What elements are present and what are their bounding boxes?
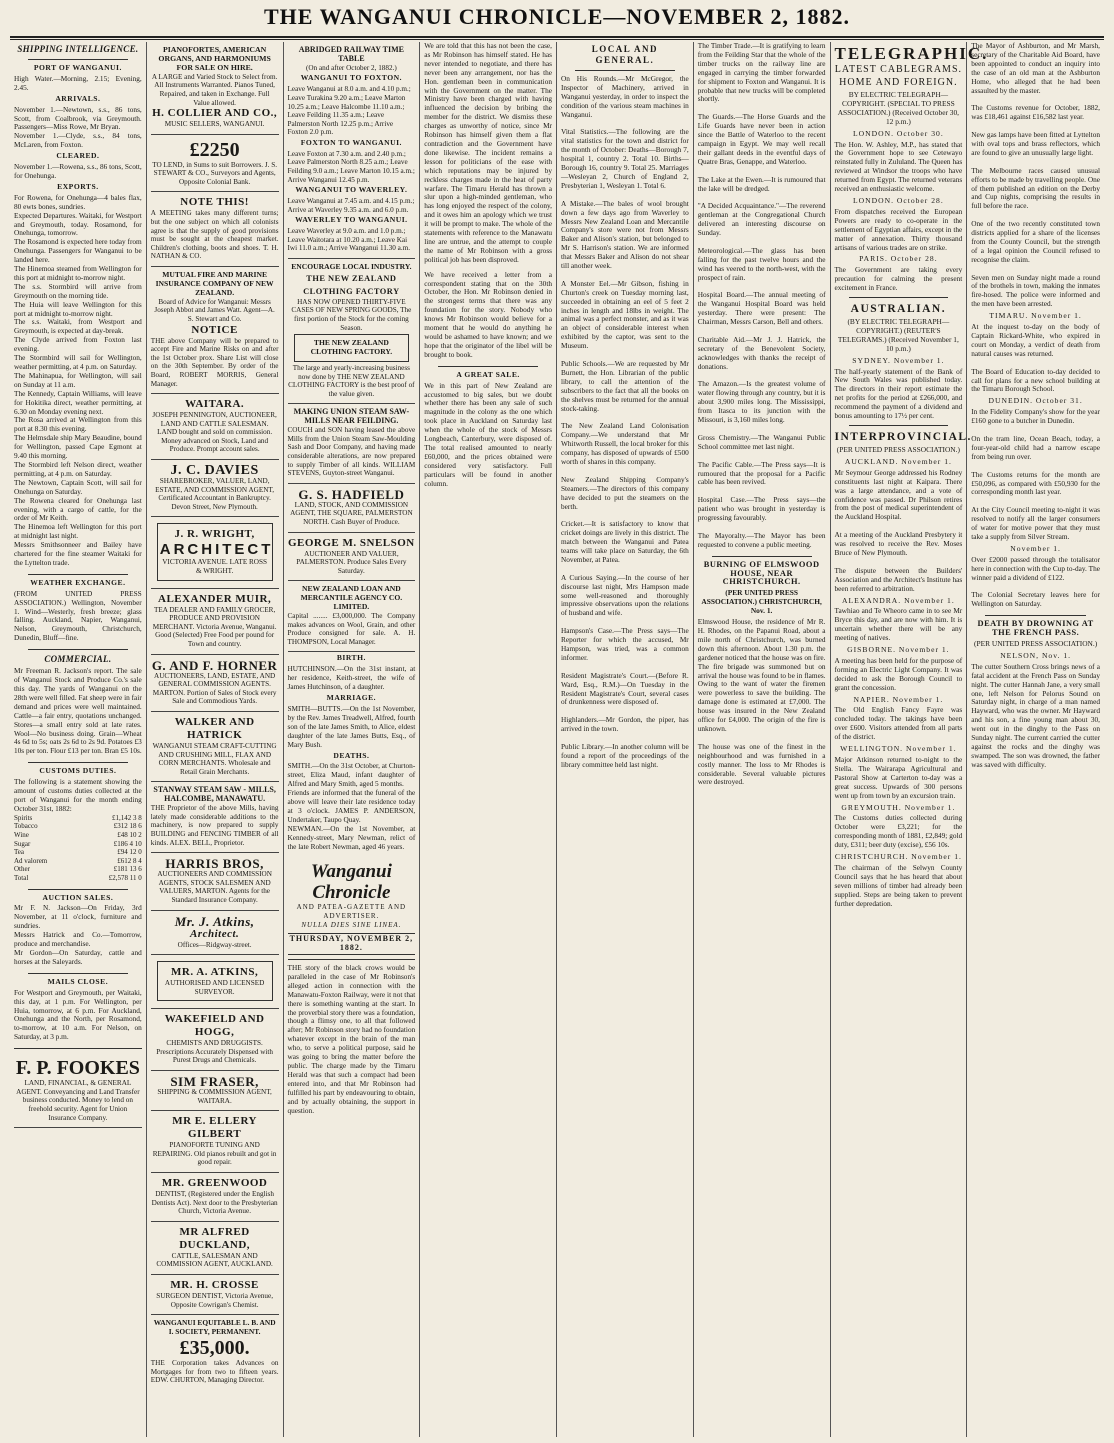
divider (28, 574, 128, 575)
dateline-wellington: WELLINGTON. November 1. (840, 744, 957, 754)
ad-title: G. S. HADFIELD (298, 486, 405, 502)
dateline-dunedin: DUNEDIN. October 31. (988, 396, 1083, 406)
column-3 (284, 42, 421, 1437)
leader-continued-2: We have received a letter from a correspondent stating that on the 30th October, the Hon. Mr Robinson denied in the strongest terms that there was any foundation for the story. Nobody who knows Mr Robinson would believe for a moment that he would do anything he would be ashamed to have known; and we hope that the originator of the libel will be brought to book. (424, 269, 552, 359)
newspaper-title: THE WANGANUI CHRONICLE—NOVEMBER 2, 1882. (264, 4, 850, 29)
ad-title: HARRIS BROS, (165, 856, 264, 872)
ad-text: LAND, FINANCIAL, & GENERAL AGENT. Conveyancing and Land Transfer business conducted. Money to lend on freehold security. Agent for Union Insurance Company. (16, 1079, 140, 1122)
dunedin-text: In the Fidelity Company's show for the year £160 gone to a butcher in Dunedin. On the tram line, Ocean Beach, today, a four-year-old child had a narrow escape from being run over. The Customs returns for the month are £50,096, as compared with £50,930 for the corresponding month last year. At the City Council meeting to-night it was resolved to notify all the larger consumers of water for motive power that they must take a supply from Silver Stream. (971, 407, 1100, 541)
customs-item: Total (14, 873, 29, 882)
telegraph-items: The Mayor of Ashburton, and Mr Marsh, secretary of the Charitable Aid Board, have been appointed to conduct an inquiry into the case of an old man at the Ashburton Home, who alleged that he had been assaulted by the master. The Customs revenue for October, 1882, was £18,461 against £16,582 last year. New gas lamps have been fitted at Lyttelton with oval tops and brass reflectors, which are found to give an unusually large light. The Melbourne races caused unusual efforts to be made by travelling people. One of them published an edition on the Derby and Cup nights, comprising the results in full before the race. One of the two recently constituted town districts applied for a share of the licenses from the County Council, but the strength of a legal opinion the Council refused to recognise the claim. Seven men on Sunday night made a round of the brothels in town, making the inmates fire-hosed. The police were informed and the men have been arrested. (971, 41, 1100, 309)
wellington-text: Major Atkinson returned to-night to the Stella. The Wairarapa Agricultural and Pastoral Show at Carterton to-day was a great success. Upwards of 300 persons went up from town by an excursion train. (834, 755, 963, 800)
australian-heading: AUSTRALIAN. (850, 303, 947, 316)
advertisement-stanway (151, 782, 279, 853)
table-row (14, 831, 142, 840)
ad-architect: ARCHITECT (159, 541, 274, 559)
births-text: HUTCHINSON.—On the 31st instant, at her residence, Keith-street, the wife of James Hutchinson, of a daughter. (287, 664, 416, 692)
ad-box: THE NEW ZEALAND CLOTHING FACTORY. (294, 334, 410, 362)
divider (14, 1048, 142, 1049)
ad-title: J. R. WRIGHT, (174, 528, 255, 541)
deaths-heading: DEATHS. (333, 750, 370, 760)
ad-title: MUTUAL FIRE AND MARINE INSURANCE COMPANY OF NEW ZEALAND. (155, 270, 274, 297)
ad-text: THE above Company will be prepared to accept Fire and Marine Risks on and after the 1st October prox. Share List will close on the 30th September. By order of the Board, ROBERT MORRIS, General Manager. (150, 336, 279, 388)
ad-text: Offices—Ridgway-street. (177, 940, 252, 949)
shipping-news: The Rosamond is expected here today from Onehunga. Passengers for Wanganui to be landed here. The Hinemoa steamed from Wellington for this port at midnight to-morrow night. The s.s. Stormbird will arrive from Greymouth on the morning tide. The Huia will leave Wellington for this port at midnight to-morrow night. The s.s. Waitaki, from Westport and Greymouth, is expected at day-break. The Clyde arrived from Foxton last evening. The Stormbird will sail for Wellington, weather permitting, at 4 p.m. on Saturday. The Mahinapua, for Wellington, will sail on Sunday at 11 a.m. The Kennedy, Captain Williams, will leave for Hokitika direct, weather permitting, at 6.30 on Monday evening next. The Rosa arrived at Wellington from this port at 8.30 this evening. The Helmsdale ship Mary Beaudine, bound for Wellington, passed Cape Egmont at 9.40 this morning. The Stormbird left Nelson direct, weather permitting, at 4 p.m. on Saturday. The Newtown, Captain Scott, will sail for Onehunga on Saturday. The Rowena cleared for Onehunga last evening, with a cargo of cattle, for the order of Mr Keith. The Hinemoa left Wellington for this port at midnight last night. Messrs Smithsonneer and Bailey have chartered for the fine steamer Waitaki for the Lyttelton trade. (14, 237, 142, 567)
advertisement-walker (151, 712, 279, 782)
news-items: The Timber Trade.—It is gratifying to learn from the Feilding Star that the whole of the timber trucks on the railway line are engaged in carrying the timber forwarded for shipment to Foxton and Wanganui. It is probable that new trucks will be completed shortly. The Guards.—The Horse Guards and the Life Guards have never been in action since the Battle of Waterloo to the recent campaign in Egypt. We may well recall their gallant deeds in the eventful days of Quatre Bras, Genappe, and Waterloo. The Lake at the Ewen.—It is rumoured that the lake will be dredged. "A Decided Acquaintance."—The reverend gentleman at the Congregational Church delivered an interesting discourse on Sunday. Meteorological.—The glass has been falling for the past twelve hours and the wind has veered to the north-west, with the prospect of rain. Hospital Board.—The annual meeting of the Wanganui Hospital Board was held yesterday. There were present: The Chairman, Messrs Carson, Bell and others. Charitable Aid.—Mr J. J. Hatrick, the secretary of the Benevolent Society, acknowledges with thanks the receipt of donations. The Amazon.—Is the greatest volume of water flowing through any country, but it is about 3,900 miles long. The Mississippi, from Itasca to its junction with the Missouri, is 3,160 miles long. Gross Chemistry.—The Wanganui Public School committee met last night. The Pacific Cable.—The Press says—It is rumoured that the proposal for a Pacific cable has been revived. Hospital Case.—The Press says—the patient who was brought in yesterday is progressing favourably. The Mayoralty.—The Mayor has been requested to convene a public meeting. (697, 41, 826, 549)
dateline-auckland: AUCKLAND. November 1. (844, 456, 952, 466)
divider (28, 59, 128, 60)
ad-title: SIM FRASER, (170, 1074, 259, 1090)
customs-value: £181 13 6 (113, 865, 142, 874)
mails-text: For Westport and Greymouth, per Waitaki, this day, at 1 p.m. For Wellington, per Huia, tomorrow, at 6 p.m. For Auckland, Onehunga and the North, per Rosamond, to-morrow, at 10 a.m. For Nelson, on Saturday, at 3 p.m. (14, 987, 142, 1042)
weather-text: (FROM UNITED PRESS ASSOCIATION.) Wellington, November 1. Wind—Westerly, fresh breeze; glass falling. Auckland, Napier, Wanganui, Nelson, Greymouth, Christchurch, Dunedin, Bluff—fine. (14, 588, 142, 643)
customs-value: £2,578 11 0 (108, 873, 142, 882)
interprovincial-note: (PER UNITED PRESS ASSOCIATION.) (836, 445, 960, 454)
customs-item: Other (14, 865, 30, 874)
advertisement-railway (288, 42, 416, 259)
ad-title: H. COLLIER AND CO., (152, 107, 278, 120)
ad-text: COUCH and SON having leased the above Mills from the Union Steam Saw-Moulding Sash and Door Company, and having made considerable alterations, are now prepared to supply Timber of all kinds. WILLIAM STEVENS, Guyton-street Wanganui. (287, 426, 416, 478)
local-general-heading: LOCAL AND GENERAL. (591, 44, 658, 65)
ad-subtitle: Architect. (189, 927, 240, 940)
divider (438, 366, 538, 367)
local-general-text: On His Rounds.—Mr McGregor, the Inspector of Machinery, arrived in Wanganui yesterday, in order to inspect the condition of the various steam machines in Wanganui. Vital Statistics.—The following are the vital statistics for the town and district for the month of October: Deaths—Borough 7, hospital 1, country 2. Total 10. Births—Borough 16, country 9. Total 25. Marriages—Wesleyan 2, Church of England 2, Presbyterian 1, Wesleyan 1. Total 6. A Mistake.—The bales of wool brought down a few days ago from Waverley to Messrs New Zealand Loan and Mercantile Company's store were not from Messrs Baker and Alison's station, but belonged to Mr S. Harrison's station. We are informed that Messrs Baker and Alison do not shear till another week. A Monster Eel.—Mr Gibson, fishing in Churton's creek on Tuesday morning last, succeeded in obtaining an eel of 5 feet 2 inches in length and 18lbs in weight. The animal was a perfect monster, and as it was an object of considerable interest when exhibited by the captor, was sent to the Museum. Public Schools.—We are requested by Mr Burnett, the Hon. Librarian of the public library, to call the attention of the subscribers to the fact that all the books on the shelves must be returned for the annual stock-taking. The New Zealand Land Colonisation Company.—We understand that Mr Whitworth Russell, the local broker for this company, has disposed of upwards of £500 worth of shares in this company. New Zealand Shipping Company's Steamers.—The directors of this company have decided to put the steamers on the berth. Cricket.—It is satisfactory to know that cricket doings are lively in this district. The match between the Wanganui and Patea teams will take place on Saturday, the 6th November, at Patea. A Curious Saying.—In the course of her discourse last night, Mrs Hampson made some well-reasoned and thoroughly impressive observations upon the relations of husband and wife. Hampson's Case.—The Press says—The Reporter for which the accused, Mr Hampson, was tried, was a common informer. Resident Magistrate's Court.—(Before R. Ward, Esq., R.M.)—On Tuesday in the Resident Magistrate's Court, several cases of drunkenness were disposed of. Highlanders.—Mr Gordon, the piper, has arrived in the town. Public Library.—In another column will be found a report of the proceedings of the library committee held last night. (561, 74, 689, 769)
customs-item: Tobacco (14, 822, 38, 831)
ad-box (157, 961, 273, 1001)
ad-amount: £35,000. (179, 1337, 250, 1359)
funeral-notice: Friends are informed that the funeral of the above will leave their late residence today at 3 o'clock. JAMES P. ANDERSON, Undertaker, Taupo Quay. (287, 788, 416, 824)
ad-title: MR. A. ATKINS, (171, 966, 259, 979)
customs-item: Sugar (14, 839, 31, 848)
customs-item: Wine (14, 830, 29, 839)
divider (28, 762, 128, 763)
ad-text: DENTIST, (Registered under the English Dentists Act). Next door to the Presbyterian Church, Victoria Avenue. (151, 1190, 278, 1216)
divider (849, 425, 949, 426)
customs-intro: The following is a statement showing the amount of customs duties collected at the port of Wanganui for the month ending October 31st, 1882: (14, 777, 142, 813)
ad-text: AUCTIONEERS, LAND, ESTATE, AND GENERAL COMMISSION AGENTS. MARTON. Portion of Sales of Stock every Sale and Commodious Yards. (152, 671, 277, 706)
auction-heading: AUCTION SALES. (42, 892, 114, 902)
ad-text: WANGANUI STEAM CRAFT-CUTTING AND CRUSHING MILL, FLAX AND CORN MERCHANTS. Wholesale and Retail Grain Merchants. (152, 741, 277, 776)
divider (849, 297, 949, 298)
drowning-text: The cutter Southern Cross brings news of a fatal accident at the French Pass on Sunday night. The cutter Hannah Jane, a very small one, left Nelson for Pelorus Sound on Saturday night, in charge of a man named Hayward, who was the owner. Mr Hayward and his son, a fine young man about 30, went out in the dinghy to the Pass on Sunday night. The current carried the cutter against the rocks and the dinghy was swamped. The son was drowned, the father was saved with difficulty. (971, 661, 1100, 769)
ad-title: ABRIDGED RAILWAY TIME TABLE (298, 45, 404, 63)
customs-table (14, 814, 142, 883)
deaths-text: SMITH.—On the 31st October, at Churton-street, Eliza Maud, infant daughter of Alfred and Mary Smith, aged 5 months. (287, 761, 416, 789)
paper-masthead (288, 855, 416, 960)
route-heading: FOXTON TO WANGANUI. (300, 137, 402, 147)
advertisement-pennington (151, 394, 279, 460)
timetable-text: Leave Wanganui at 7.45 a.m. and 4.15 p.m.; Arrive at Waverley 9.35 a.m. and 6.0 p.m. (287, 197, 415, 214)
ad-title: J. C. DAVIES (170, 463, 259, 479)
mails-heading: MAILS CLOSE. (47, 976, 109, 986)
paris-text: The Government are taking every precaution for calming the present excitement in France. (834, 265, 963, 293)
advertisement-crosse (151, 1275, 279, 1315)
ad-title: WANGANUI EQUITABLE L. B. AND I. SOCIETY, PERMANENT. (153, 1318, 276, 1337)
marriage-heading: MARRIAGE. (326, 693, 377, 703)
high-water: High Water.—Morning, 2.15; Evening, 2.45. (14, 73, 142, 92)
fire-heading: BURNING OF ELMSWOOD HOUSE, NEAR CHRISTCHURCH. (703, 559, 820, 587)
column-6 (694, 42, 831, 1437)
commercial-text: Mr Freeman R. Jackson's report. The sale of Wanganui Stock and Produce Co.'s sale this day. The yards of Wanganui on the 28th were well filled. Fat sheep were in fair demand and prices were well maintained. Cattle—a fair entry, quotations unchanged. Stores—a small entry sold at late rates. Wool—No business doing. Grain—Wheat 4s 6d to 5s; oats 2s 6d to 2s 9d. Potatoes £3 10s per ton. Flour £13 per ton. Bran £5 10s. (14, 666, 142, 756)
ad-title: STANWAY STEAM SAW - MILLS, HALCOMBE, MANAWATU. (153, 785, 276, 804)
drowning-heading: DEATH BY DROWNING AT THE FRENCH PASS. (977, 619, 1094, 638)
arrivals-text: November 1.—Newtown, s.s., 86 tons, Scott, from Coalbrook, via Greymouth. Passengers—Miss Rowe, Mr Bryan. November 1.—Clyde, s.s., 84 tons, McLaren, from Foxton. (14, 104, 142, 150)
ad-title: MR ALFRED DUCKLAND, (179, 1225, 251, 1251)
ad-title: MR. H. CROSSE (170, 1279, 259, 1291)
port-heading: PORT OF WANGANUI. (33, 63, 122, 72)
advertisement-greenwood (151, 1173, 279, 1222)
dateline-greymouth: GREYMOUTH. November 1. (841, 802, 956, 812)
advertisement-gilbert (151, 1111, 279, 1173)
advertisement-sawmills (288, 404, 416, 483)
leader-text: THE story of the black crows would be paralleled in the case of Mr Robinson's alleged action in connection with the Manawatu-Foxton Railway, were it not that there is something wanting at the start. In the proverbial story there was a foundation, though a flimsy one, to all that followed after; Mr Robinson story had no foundation whatever except in the brain of the man who, to serve a political purpose, said he was going to bring the matter before the public. The charge made by the Timaru Herald was that such a compact had been entered into, and that Mr Robinson had fulfilled his part by endeavouring to obtain, and by actually obtaining, the support in question. (287, 963, 416, 1115)
dateline-alexandra: ALEXANDRA. November 1. (842, 595, 955, 605)
masthead (0, 0, 1114, 38)
column-1 (10, 42, 147, 1437)
alexandra-text: Tawhiao and Te Wheoro came in to see Mr Bryce this day, and are now with him. It is uncertain whether there will be any meeting of natives. (834, 606, 963, 643)
births-heading: BIRTH. (336, 653, 366, 663)
dunedin-text-2: Over £2000 passed through the totalisator here in connection with the Cup to-day. The winner paid a dividend of £122. The Colonial Secretary leaves here for Wellington on Saturday. (971, 554, 1100, 609)
ad-text: AUCTIONEER AND VALUER, PALMERSTON. Produce Sales Every Saturday. (296, 549, 407, 575)
ad-title: Mr. J. Atkins, (174, 913, 255, 929)
dateline-london: LONDON. October 28. (853, 195, 944, 205)
second-leader-text: We in this part of New Zealand are accustomed to big sales, but we doubt whether there has been any sale of such magnitude in the colony as the one which took place in Auckland on Saturday last when the whole of the stock of Messrs Longbeach, Canterbury, were disposed of. The total realised amounted to nearly £60,000, and the prices obtained were considered very satisfactory. Full particulars will be found in another column. (424, 380, 552, 488)
table-row (14, 840, 142, 849)
customs-value: £1,142 3 8 (112, 813, 142, 822)
column-2 (147, 42, 284, 1437)
advertisement-muir (151, 589, 279, 655)
ad-text: SHIPPING & COMMISSION AGENT, WAITARA. (157, 1088, 272, 1105)
newspaper-page (10, 42, 1104, 1437)
ad-title: NOTICE (191, 323, 238, 336)
arrivals-heading: ARRIVALS. (55, 93, 101, 103)
advertisement-loan (151, 135, 279, 193)
telegraphic-heading: TELEGRAPHIC. (834, 44, 989, 63)
advertisement-atkins-surveyor (151, 955, 279, 1009)
dateline-dunedin-2: November 1. (1010, 543, 1061, 553)
paper-subtitle: AND PATEA-GAZETTE AND ADVERTISER. (296, 903, 407, 921)
ad-text: HAS NOW OPENED THIRTY-FIVE CASES OF NEW SPRING GOODS, The first portion of the Stock for the coming Season. (291, 297, 412, 332)
ad-text: SHAREBROKER, VALUER, LAND, ESTATE, AND COMMISSION AGENT, Certificated Accountant in Bankruptcy. Devon Street, New Plymouth. (155, 477, 275, 511)
shipping-heading: SHIPPING INTELLIGENCE. (17, 44, 139, 54)
ad-text: TO LEND, in Sums to suit Borrowers. J. S. STEWART & CO., Surveyors and Agents, Opposite Colonial Bank. (152, 160, 278, 186)
napier-text: The Old English Fancy Fayre was concluded today. The takings have been over £600. Visitors attended from all parts of the district. (834, 705, 963, 742)
ad-text: JOSEPH PENNINGTON, AUCTIONEER, LAND AND CATTLE SALESMAN. LAND bought and sold on commission. Money advanced on Stock, Land and Produce. Prompt account sales. (152, 411, 277, 454)
second-leader-heading: A GREAT SALE. (456, 369, 520, 379)
ad-title: WAITARA. (185, 398, 245, 411)
expected-departures: Expected Departures. Waitaki, for Westport and Greymouth, today. Rosamond, for Onehunga, tomorrow. (14, 210, 142, 238)
dateline-london: LONDON. October 30. (853, 128, 944, 138)
advertisement-horner (151, 655, 279, 712)
masthead-rule (10, 36, 1104, 40)
auction-text: Mr F. N. Jackson—On Friday, 3rd November, at 11 o'clock, furniture and sundries. Messrs Hatrick and Co.—Tomorrow, produce and merchandise. Mr Gordon—On Saturday, cattle and horses at the Saleyards. (14, 903, 142, 966)
column-5 (557, 42, 694, 1437)
customs-value: £48 10 2 (117, 830, 142, 839)
table-row (14, 848, 142, 857)
table-row (14, 822, 142, 831)
ad-title: WALKER AND HATRICK (174, 715, 255, 741)
ad-text: CATTLE, SALESMAN AND COMMISSION AGENT, AUCKLAND. (156, 1251, 273, 1269)
ad-text: Capital ........ £3,000,000. The Company makes advances on Wool, Grain, and other Produce consigned for sale. A. H. THOMPSON, Local Manager. (287, 612, 416, 646)
advertisement-pianofortes (151, 42, 279, 135)
route-heading: WANGANUI TO FOXTON. (300, 73, 403, 83)
commercial-heading: COMMERCIAL. (44, 654, 112, 665)
dateline-christchurch: CHRISTCHURCH. November 1. (834, 852, 962, 862)
ad-text: VICTORIA AVENUE. LATE ROSS & WRIGHT. (162, 558, 267, 576)
advertisement-snelson (288, 533, 416, 582)
exports-heading: EXPORTS. (57, 181, 99, 191)
table-row (14, 814, 142, 823)
ad-text: The large and yearly-increasing business now done by THE NEW ZEALAND CLOTHING FACTORY is the best proof of the value given. (288, 364, 415, 398)
ad-title: MR E. ELLERY GILBERT (172, 1115, 257, 1141)
auckland-text: Mr Seymour George addressed his Rodney constituents last night at Kaipara. There was a large attendance, and a vote of confidence was passed. Dr Philson retires from the post of medical superintendent of the Auckland Hospital. At a meeting of the Auckland Presbytery it was resolved to receive the Rev. Moses Bruce of New Plymouth. The dispute between the Builders' Association and the Architect's Institute has been referred to arbitration. (834, 467, 963, 593)
london-text: From dispatches received the European Powers are ready to co-operate in the settlement of Egyptian affairs, except in the matter of annexation. Thirty thousand artisans of various trades are on strike. (834, 206, 963, 252)
drowning-note: (PER UNITED PRESS ASSOCIATION.) (974, 639, 1098, 648)
greymouth-text: The Customs duties collected during October were £3,221; for the corresponding month of 1881, £2,849; gold duty, £311; beer duty (excise), £56 10s. (834, 813, 963, 850)
advertisement-wright (151, 517, 279, 588)
sydney-text: The half-yearly statement of the Bank of New South Wales was published today. The directors in their report estimate the net profits for the period at £266,000, and recommend the payment of a dividend and bonus amounting to 17½ per cent. (834, 366, 963, 421)
dateline-paris: PARIS. October 28. (859, 254, 938, 264)
gisborne-text: A meeting has been held for the purpose of forming an Electric Light Company. It was decided to ask the Borough Council to grant the concession. (834, 655, 963, 692)
ad-text: A MEETING takes many different turns; but the one subject on which all colonists agree is that the supply of good provisions must be sought at the cheapest market. Children's clothing, boots and shoes. T. H. NATHAN & CO. (150, 209, 279, 261)
dateline-timaru: TIMARU. November 1. (989, 311, 1082, 321)
ad-title: NOTE THIS! (180, 196, 249, 209)
advertisement-fookes (14, 1053, 142, 1128)
ad-title: WAKEFIELD AND HOGG, (164, 1013, 265, 1039)
fire-text: Elmswood House, the residence of Mr R. H. Rhodes, on the Papanui Road, about a mile north of Christchurch, was burned down this afternoon. About 1.30 p.m. the gardener noticed that the house was on fire. The fire brigade was summoned but on arrival the house was found to be in flames. Owing to the want of water the firemen were powerless to save the building. The damage done is estimated at £7,000. The house was insured in the New Zealand office for £4,000. The origin of the fire is unknown. The house was one of the finest in the neighbourhood and was furnished in a costly manner. The loss to Mr Rhodes is considerable. Several valuable pictures were destroyed. (697, 617, 826, 787)
interprovincial-heading: INTERPROVINCIAL. (834, 431, 972, 443)
advertisement-harris (151, 853, 279, 910)
ad-text: CHEMISTS AND DRUGGISTS. Prescriptions Accurately Dispensed with Purest Drugs and Chemicals. (156, 1039, 274, 1065)
ad-text: PIANOFORTE TUNING AND REPAIRING. Old pianos rebuilt and got in good repair. (152, 1141, 277, 1167)
divider (985, 615, 1086, 616)
table-row (14, 857, 142, 866)
advertisement-equitable (151, 1315, 279, 1390)
customs-item: Ad valorem (14, 856, 48, 865)
column-4 (420, 42, 557, 1437)
weather-heading: WEATHER EXCHANGE. (30, 577, 126, 587)
ad-title: PIANOFORTES, AMERICAN ORGANS, AND HARMONIUMS FOR SALE ON HIRE. (158, 45, 271, 72)
london-text: The Hon. W. Ashley, M.P., has stated that the Government hope to see Cetewayo reinstated fully in Zululand. The Queen has reviewed at Windsor the troops who have returned from Egypt. The returned veterans received an enthusiastic welcome. (834, 139, 963, 194)
dateline-nelson: NELSON, Nov. 1. (1000, 650, 1072, 660)
ad-text: AUCTIONEERS AND COMMISSION AGENTS, STOCK SALESMEN AND VALUERS, MARTON. Agents for the Standard Insurance Company. (157, 870, 272, 904)
ad-text: THE Corporation takes Advances on Mortgages for from two to fifteen years. EDW. CHURTON, Managing Director. (150, 1359, 279, 1385)
timetable-text: Leave Wanganui at 8.0 a.m. and 4.10 p.m.; Leave Turakina 9.20 a.m.; Leave Marton 10.25 a.m.; Leave Halcombe 11.10 a.m.; Leave Feilding 11.35 a.m.; Leave Palmerston North 12.25 p.m.; Arrive Foxton 2.0 p.m. (287, 85, 411, 137)
advertisement-wakefield (151, 1009, 279, 1071)
ad-heading: THE NEW ZEALAND CLOTHING FACTORY (303, 273, 400, 296)
paper-date: THURSDAY, NOVEMBER 2, 1882. (288, 933, 416, 955)
ad-text: Board of Advice for Wanganui: Messrs Joseph Abbot and James Watt. Agent—A. S. Stewart and Co. (154, 297, 275, 323)
customs-item: Spirits (14, 813, 33, 822)
dateline-napier: NAPIER. November 1. (853, 694, 944, 704)
ad-title: GEORGE M. SNELSON (287, 536, 415, 549)
marriage-text: SMITH—BUTTS.—On the 1st November, by the Rev. James Treadwell, Alfred, fourth son of the late James Smith, to Alice, eldest daughter of the late James Butts, Esq., of Mary Bush. (287, 703, 416, 749)
timetable-text: Leave Foxton at 7.30 a.m. and 2.40 p.m.; Leave Palmerston North 8.25 a.m.; Leave Feilding 9.0 a.m.; Leave Marton 10.15 a.m.; Arrive Wanganui 12.45 p.m. (287, 149, 415, 184)
ad-amount: £2250 (189, 138, 240, 161)
timaru-text: At the inquest to-day on the body of Captain Rickard-White, who expired in court on Monday, a verdict of death from natural causes was returned. The Board of Education to-day decided to call for plans for a new school building at the Timaru Borough School. (971, 322, 1100, 394)
telegraph-note: BY ELECTRIC TELEGRAPH—COPYRIGHT. (SPECIAL TO PRESS ASSOCIATION.) (Received October 30, 12 p.m.) (837, 90, 960, 126)
ad-subtitle: (On and after October 2, 1882.) (305, 63, 397, 72)
column-7 (831, 42, 989, 1437)
customs-value: £186 4 10 (113, 839, 142, 848)
leader-continued: We are told that this has not been the case, as Mr Robinson has himself stated. He has never intended to negotiate, and there has never been any arrangement, nor has the Hon. gentleman been in communication with the Government on the matter. The Ministry have been charged with having influenced the decision by bribing the member for the district. We dismiss these charges as unworthy of notice, since Mr Robinson has himself given them a flat contradiction and the Government have done likewise. The incident remains a lesson for politicians of the ease with which reputations may be injured by reckless charges made in the heat of party warfare. The Timaru Herald has thrown a slur upon a high-minded gentleman, who has long enjoyed the respect of the colony, and it owes him an apology which we trust it will be prompt to make. The whole of the statements with reference to the Manawatu line are untrue, and the attempt to couple the name of Mr Robinson with a gross political job has been disproved. (424, 41, 552, 264)
timetable-text: Leave Waverley at 9.0 a.m. and 1.0 p.m.; Leave Waitotara at 10.20 a.m.; Leave Kai Iwi 11.0 a.m.; Arrive Wanganui 11.30 a.m. (287, 227, 411, 253)
route-heading: WAVERLEY TO WANGANUI. (295, 215, 408, 225)
advertisement-insurance (151, 267, 279, 394)
ad-text: LAND, STOCK, AND COMMISSION AGENT, THE SQUARE, PALMERSTON NORTH. Cash Buyer of Produce. (290, 500, 413, 526)
advertisement-atkins (151, 911, 279, 956)
ad-text: TEA DEALER AND FAMILY GROCER, PRODUCE AND PROVISION MERCHANT. Victoria Avenue, Wanganui. Good (Selected) Free Food per pound for Town and country. (152, 605, 277, 648)
route-heading: WANGANUI TO WAVERLEY. (295, 185, 408, 195)
customs-value: £612 8 4 (117, 856, 142, 865)
ad-text: MUSIC SELLERS, WANGANUI. (164, 120, 265, 129)
advertisement-note (151, 192, 279, 267)
divider (28, 649, 128, 650)
christchurch-text: The chairman of the Selwyn County Council says that he has heard that about seven millions of timber had already been supplied. Steps are being taken to prevent further depredation. (834, 862, 963, 908)
divider (28, 889, 128, 890)
ad-title: MR. GREENWOOD (161, 1177, 268, 1190)
column-8 (967, 42, 1104, 1437)
ad-title: MAKING UNION STEAM SAW-MILLS NEAR FEILDING. (293, 407, 410, 426)
customs-item: Tea (14, 848, 25, 857)
customs-value: £94 12 0 (117, 848, 142, 857)
cleared-heading: CLEARED. (56, 151, 100, 161)
advertisement-fraser (151, 1071, 279, 1111)
exports-text: For Rowena, for Onehunga—4 bales flax, 80 ewts bones, sundries. (14, 192, 142, 211)
cablegrams-heading: LATEST CABLEGRAMS. (834, 64, 963, 75)
death-notice: NEWMAN.—On the 1st November, at Kennedy-street, Mary Newman, relict of the late Robert Newman, aged 46 years. (287, 823, 416, 851)
advertisement-nz-loan (288, 581, 416, 652)
ad-title: G. AND F. HORNER (151, 657, 278, 673)
ad-title: NEW ZEALAND LOAN AND MERCANTILE AGENCY CO. LIMITED. (300, 584, 403, 612)
ad-title: F. P. FOOKES (15, 1057, 140, 1080)
paper-name: Wanganui Chronicle (310, 861, 392, 904)
advertisement-duckland (151, 1222, 279, 1275)
ad-title: ALEXANDER MUIR, (158, 592, 272, 605)
cleared-text: November 1.—Rowena, s.s., 86 tons, Scott, for Onehunga. (14, 162, 142, 180)
fire-dateline: (PER UNITED PRESS ASSOCIATION.) CHRISTCHURCH, Nov. 1. (701, 588, 822, 616)
table-row (14, 865, 142, 874)
ad-text: SURGEON DENTIST, Victoria Avenue, Opposite Cowrigan's Chemist. (156, 1292, 273, 1309)
dateline-sydney: SYDNEY. November 1. (852, 355, 945, 365)
ad-text: THE Proprietor of the above Mills, having lately made considerable additions to the machinery, is now prepared to supply BUILDING and FENCING TIMBER of all kinds. ALEX. BELL, Proprietor. (150, 804, 279, 847)
paper-motto: NULLA DIES SINE LINEA. (301, 921, 402, 930)
advertisement-clothing-factory (288, 259, 416, 404)
customs-heading: CUSTOMS DUTIES. (39, 766, 117, 776)
table-row (14, 874, 142, 883)
customs-value: £312 18 6 (113, 822, 142, 831)
divider (28, 973, 128, 974)
divider (712, 556, 812, 557)
divider (575, 70, 675, 71)
australian-note: (BY ELECTRIC TELEGRAPH—COPYRIGHT.) (REUTER'S TELEGRAMS.) (Received November 1, 10 p.m.) (837, 317, 959, 353)
advertisement-davies (151, 460, 279, 517)
dateline-gisborne: GISBORNE. November 1. (847, 645, 950, 655)
ad-box (157, 523, 273, 580)
advertisement-hadfield (288, 484, 416, 533)
ad-text: AUTHORISED AND LICENSED SURVEYOR. (164, 979, 265, 996)
ad-title: ENCOURAGE LOCAL INDUSTRY. (291, 261, 412, 271)
home-foreign-heading: HOME AND FOREIGN. (839, 77, 958, 88)
ad-text: A LARGE and Varied Stock to Select from. All Instruments Warranted. Pianos Tuned, Repaired, and taken in Exchange. Full Value allowed. (151, 72, 278, 107)
